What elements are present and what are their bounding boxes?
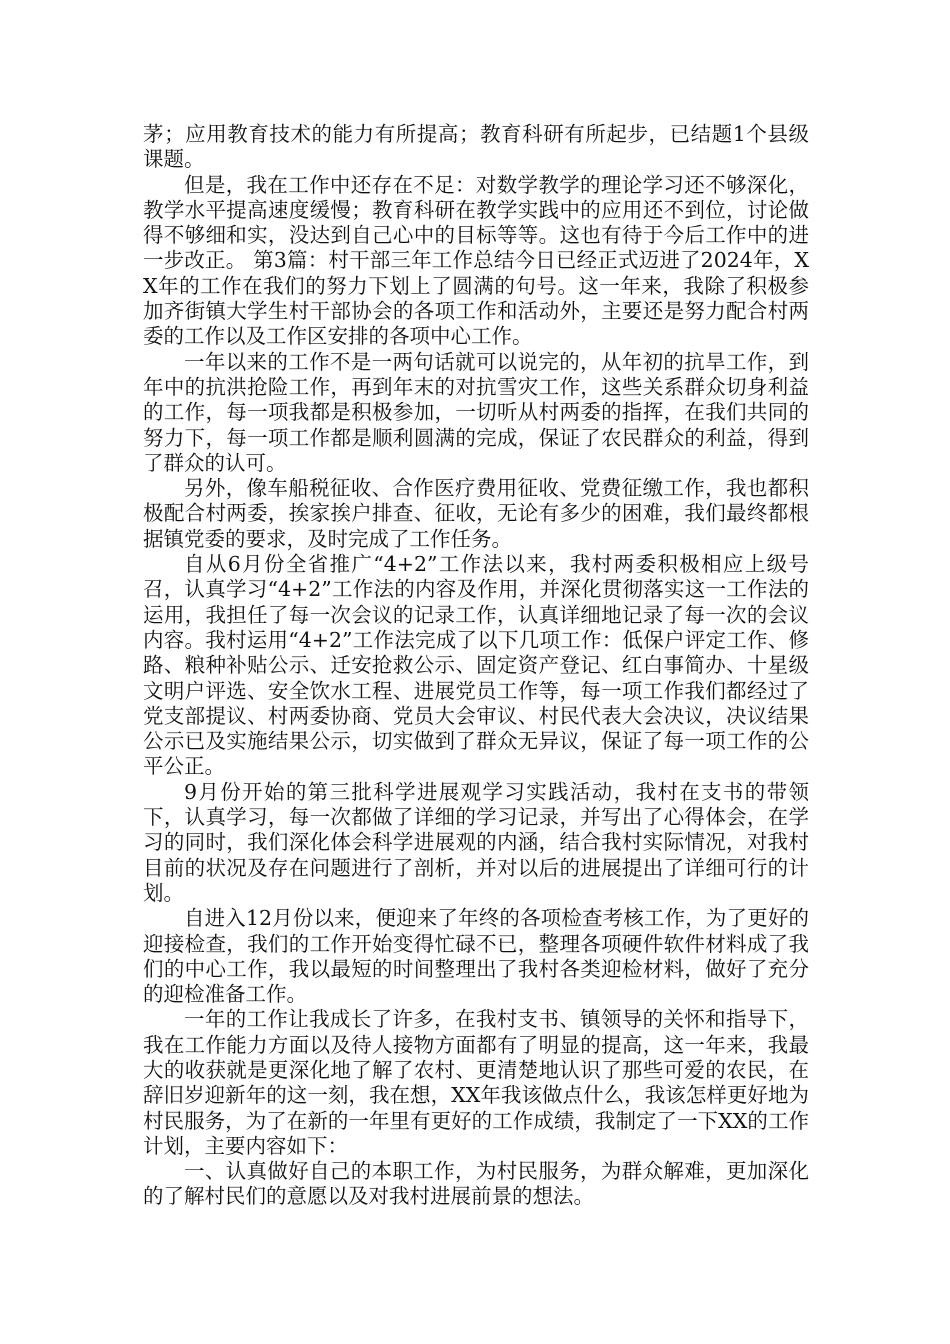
paragraph-growth: 一年的工作让我成长了许多，在我村支书、镇领导的关怀和指导下，我在工作能力方面以及待人接物方面都有了明显的提高，这一年来，我最大的收获就是更深化地了解了农村、更清楚地认识了那些可爱的农民，在辞旧岁迎新年的这一刻，我在想，XX年我该做点什么，我该怎样更好地为村民服务，为了在新的一年里有更好的工作成绩，我制定了一下XX的工作计划，主要内容如下： [143, 1007, 809, 1158]
paragraph-year-end-inspection: 自进入12月份以来，便迎来了年终的各项检查考核工作，为了更好的迎接检查，我们的工作开始变得忙碌不已，整理各项硬件软件材料成了我们的中心工作，我以最短的时间整理出了我村各类迎检材料，做好了充分的迎检准备工作。 [143, 906, 809, 1007]
document-page [143, 122, 809, 1210]
paragraph-plan-item-1: 一、认真做好自己的本职工作，为村民服务，为群众解难，更加深化的了解村民们的意愿以及对我村进展前景的想法。 [143, 1159, 809, 1209]
paragraph-year-work: 一年以来的工作不是一两句话就可以说完的，从年初的抗旱工作，到年中的抗洪抢险工作，再到年末的对抗雪灾工作，这些关系群众切身利益的工作，每一项我都是积极参加，一切听从村两委的指挥，在我们共同的努力下，每一项工作都是顺利圆满的完成，保证了农民群众的利益，得到了群众的认可。 [143, 349, 809, 475]
paragraph-shortcomings: 但是，我在工作中还存在不足：对数学教学的理论学习还不够深化，教学水平提高速度缓慢；教育科研在教学实践中的应用还不到位，讨论做得不够细和实，没达到自己心中的目标等等。这也有待于今后工作中的进一步改正。 第3篇：村干部三年工作总结今日已经正式迈进了2024年，XX年的工作在我们的努力下划上了圆满的句号。这一年来，我除了积极参加齐街镇大学生村干部协会的各项工作和活动外，主要还是努力配合村两委的工作以及工作区安排的各项中心工作。 [143, 172, 809, 349]
paragraph-continuation: 茅；应用教育技术的能力有所提高；教育科研有所起步，已结题1个县级课题。 [143, 122, 809, 172]
paragraph-science-development: 9月份开始的第三批科学进展观学习实践活动，我村在支书的带领下，认真学习，每一次都做了详细的学习记录，并写出了心得体会，在学习的同时，我们深化体会科学进展观的内涵，结合我村实际情况，对我村目前的状况及存在问题进行了剖析，并对以后的进展提出了详细可行的计划。 [143, 779, 809, 905]
paragraph-4plus2-method: 自从6月份全省推广“4+2”工作法以来，我村两委积极相应上级号召，认真学习“4+2”工作法的内容及作用，并深化贯彻落实这一工作法的运用，我担任了每一次会议的记录工作，认真详细地记录了每一次的会议内容。我村运用“4+2”工作法完成了以下几项工作：低保户评定工作、修路、粮种补贴公示、迁安抢救公示、固定资产登记、红白事简办、十星级文明户评选、安全饮水工程、进展党员工作等，每一项工作我们都经过了党支部提议、村两委协商、党员大会审议、村民代表大会决议，决议结果公示已及实施结果公示，切实做到了群众无异议，保证了每一项工作的公平公正。 [143, 552, 809, 779]
paragraph-tax-collection: 另外，像车船税征收、合作医疗费用征收、党费征缴工作，我也都积极配合村两委，挨家挨户排查、征收，无论有多少的困难，我们最终都根据镇党委的要求，及时完成了工作任务。 [143, 476, 809, 551]
